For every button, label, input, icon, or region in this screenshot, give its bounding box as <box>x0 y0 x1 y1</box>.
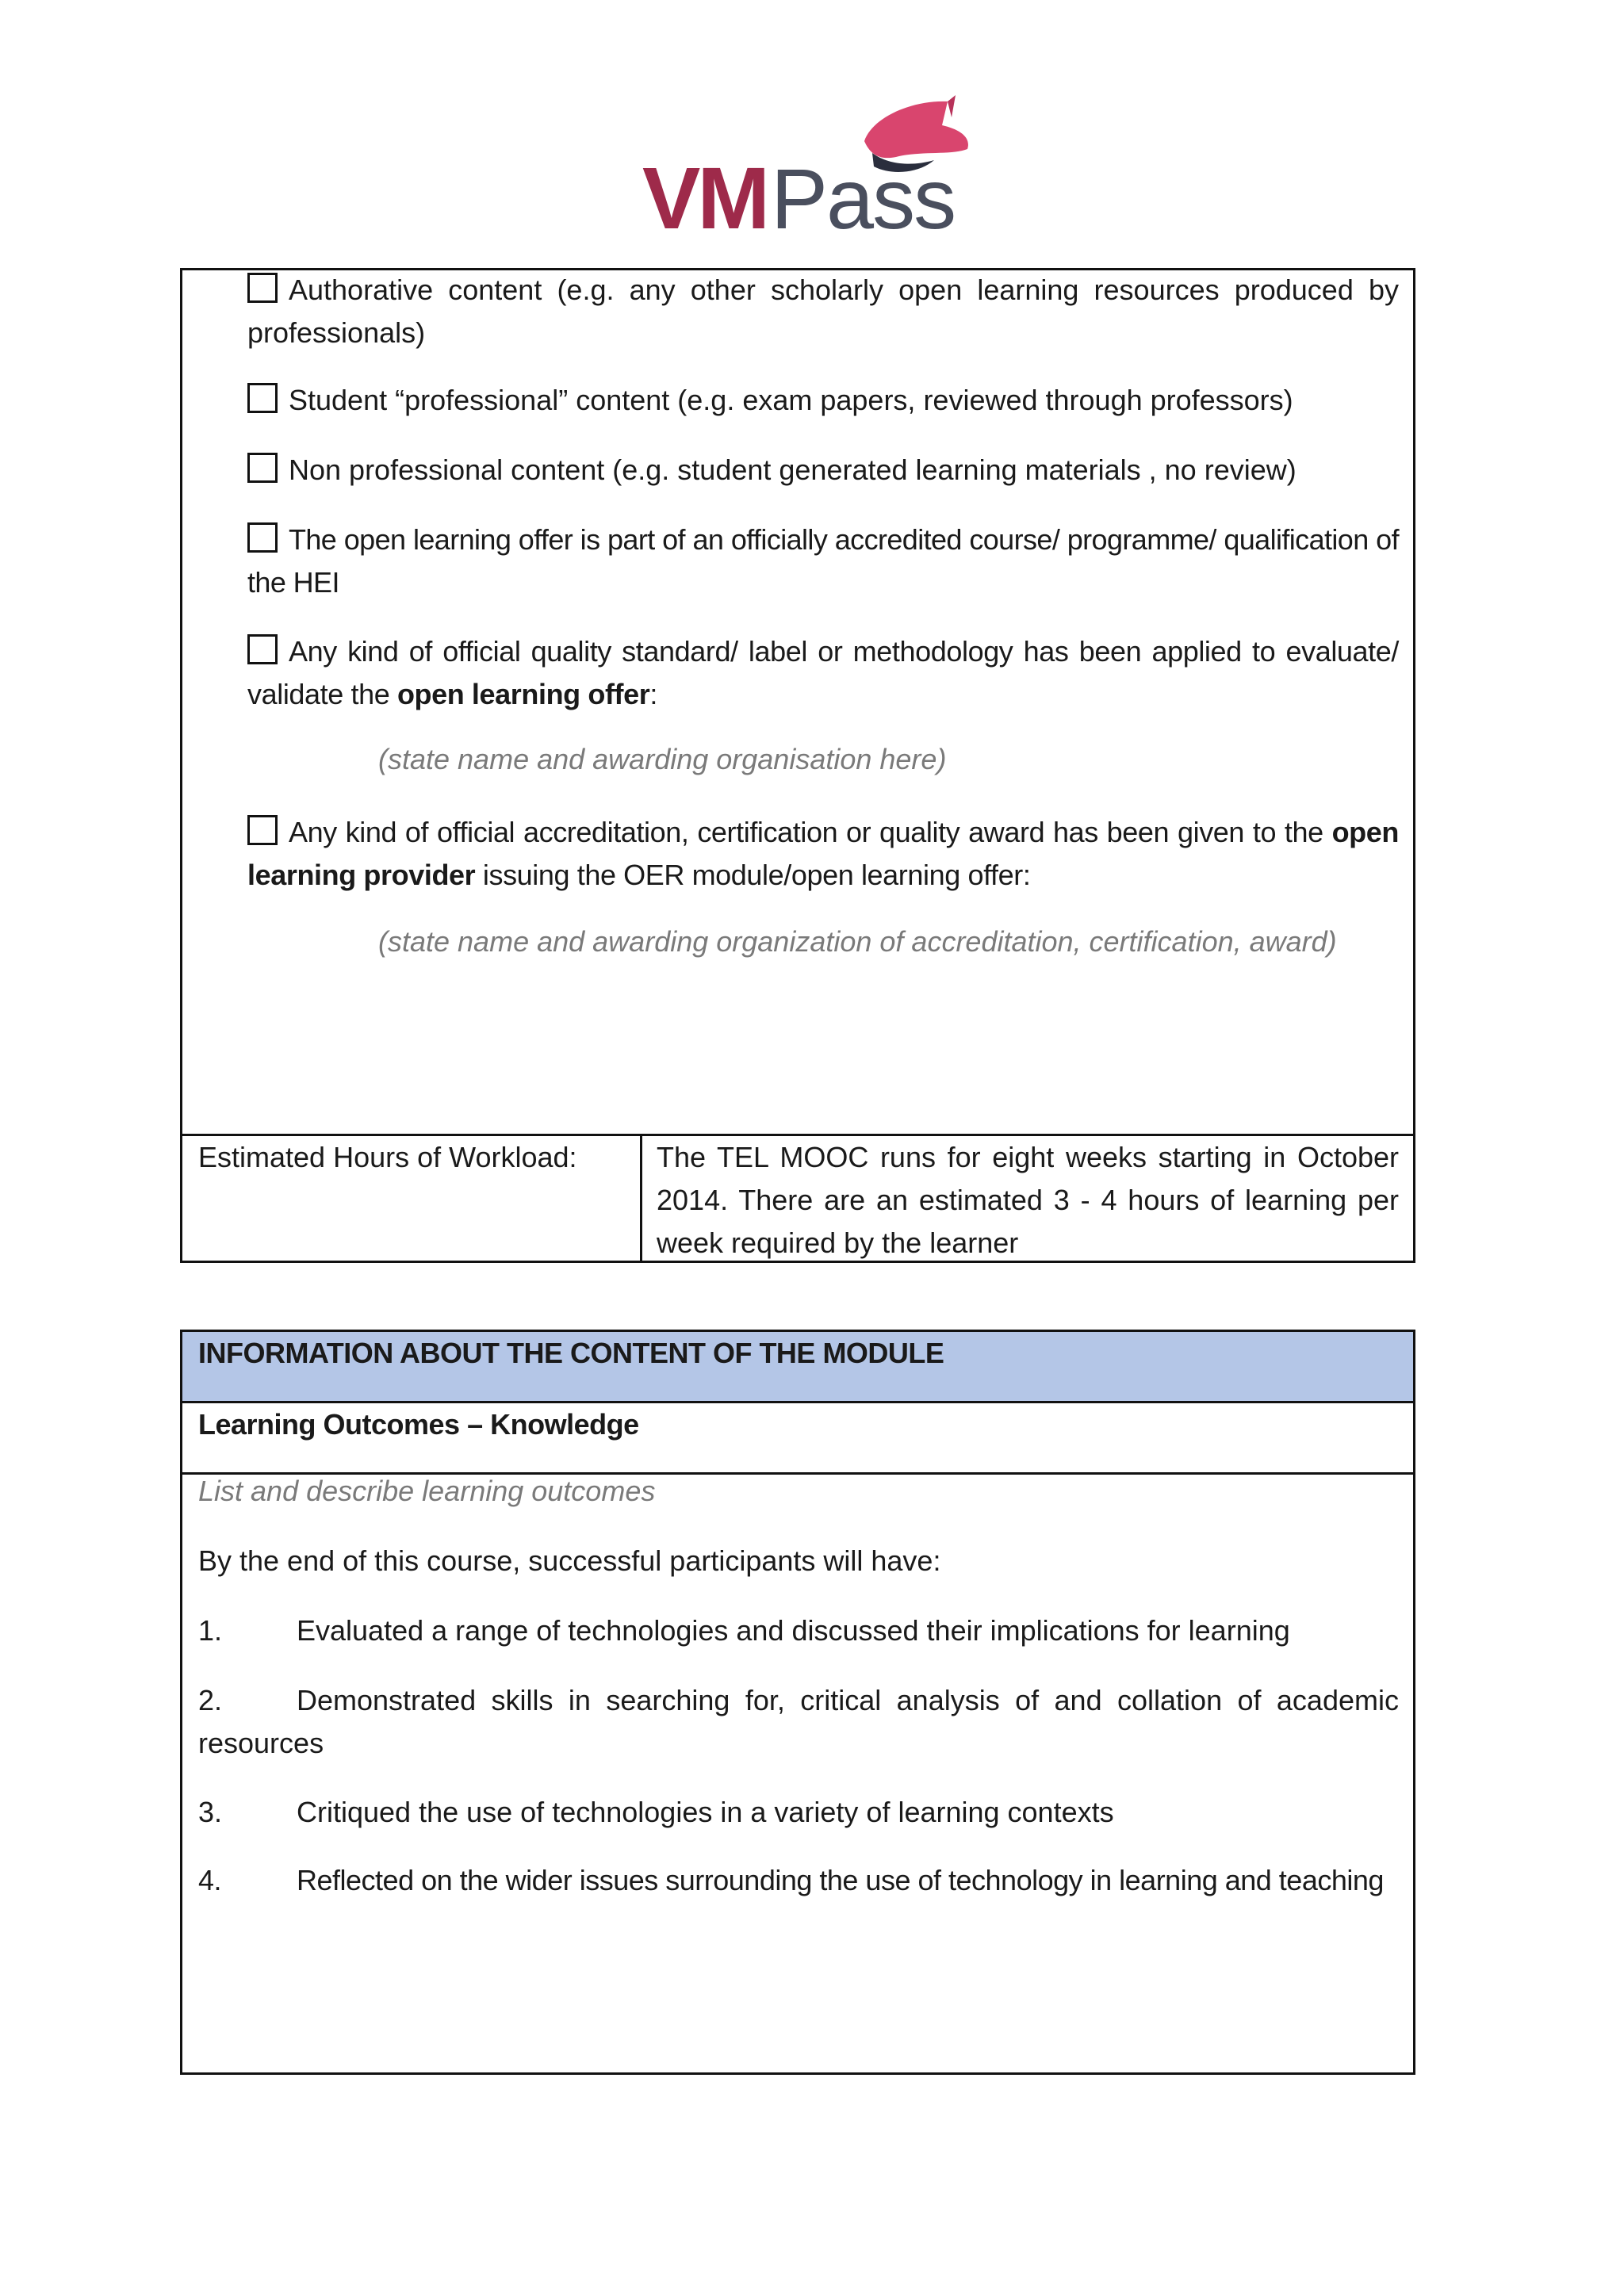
svg-text:Pass: Pass <box>771 151 956 244</box>
svg-text:VM: VM <box>642 150 767 244</box>
checklist-item-label-bold: open learning offer <box>396 678 650 710</box>
module-content-header: INFORMATION ABOUT THE CONTENT OF THE MODULE <box>182 1332 1413 1403</box>
checklist-item-accredited-course <box>247 519 1399 604</box>
checkbox[interactable] <box>247 815 278 845</box>
checkbox[interactable] <box>247 634 278 664</box>
checklist-item-label: Any kind of official quality standard/ label or methodology has been applied to evaluate/ validate the <box>247 635 1399 710</box>
checkbox[interactable] <box>247 453 278 483</box>
outcome-text: Reflected on the wider issues surrounding the use of technology in learning and teaching <box>297 1864 1384 1896</box>
vmpass-logo <box>634 94 975 244</box>
checkbox[interactable] <box>247 273 278 303</box>
checklist-item-label-end: issuing the OER module/open learning offer: <box>475 859 1031 891</box>
accreditation-hint: (state name and awarding organization of accreditation, certification, award) <box>378 925 1337 958</box>
quality-table <box>180 268 1415 1263</box>
checklist-item-label: Any kind of official accreditation, certification or quality award has been given to the <box>289 816 1332 848</box>
outcome-item <box>198 1609 1399 1652</box>
checklist-item-label: The open learning offer is part of an officially accredited course/ programme/ qualification of the HEI <box>247 523 1399 599</box>
checklist-item-label: Student “professional” content (e.g. exam papers, reviewed through professors) <box>289 384 1293 416</box>
workload-row <box>182 1134 1413 1263</box>
workload-label: Estimated Hours of Workload: <box>198 1141 577 1173</box>
checklist-item-label: Authorative content (e.g. any other scholarly open learning resources produced by professionals) <box>247 274 1399 349</box>
learning-outcomes-hint: List and describe learning outcomes <box>198 1475 656 1507</box>
checklist-item-accreditation <box>247 811 1399 897</box>
outcome-text: Demonstrated skills in searching for, critical analysis of and collation of academic resources <box>198 1684 1399 1759</box>
module-content-table <box>180 1330 1415 2075</box>
checklist-item-student-professional <box>247 379 1399 422</box>
quality-hint: (state name and awarding organisation here) <box>378 743 947 775</box>
vmpass-logo-graphic <box>634 94 975 244</box>
outcome-number: 1. <box>198 1614 223 1647</box>
learning-outcomes-intro: By the end of this course, successful participants will have: <box>198 1544 941 1577</box>
outcome-number: 3. <box>198 1796 223 1828</box>
outcome-item <box>198 1791 1399 1834</box>
checklist-item-quality-standard <box>247 630 1399 716</box>
outcome-item <box>198 1859 1399 1902</box>
checklist-item-non-professional <box>247 449 1399 492</box>
checklist-item-label-end: : <box>649 678 657 710</box>
learning-outcomes-heading: Learning Outcomes – Knowledge <box>182 1403 1413 1475</box>
workload-value: The TEL MOOC runs for eight weeks starting in October 2014. There are an estimated 3 - 4 hours of learning per week required by the learner <box>640 1136 1413 1263</box>
outcome-number: 4. <box>198 1864 222 1896</box>
checkbox[interactable] <box>247 383 278 413</box>
outcome-number: 2. <box>198 1684 223 1716</box>
checklist-item-label-bold: open learning provider <box>247 816 1399 891</box>
outcome-text: Critiqued the use of technologies in a variety of learning contexts <box>297 1796 1114 1828</box>
outcome-item <box>198 1679 1399 1765</box>
checkbox[interactable] <box>247 522 278 553</box>
outcome-text: Evaluated a range of technologies and discussed their implications for learning <box>297 1614 1290 1647</box>
checklist-item-label: Non professional content (e.g. student generated learning materials , no review) <box>289 453 1297 486</box>
checklist-item-authorative <box>247 269 1399 354</box>
